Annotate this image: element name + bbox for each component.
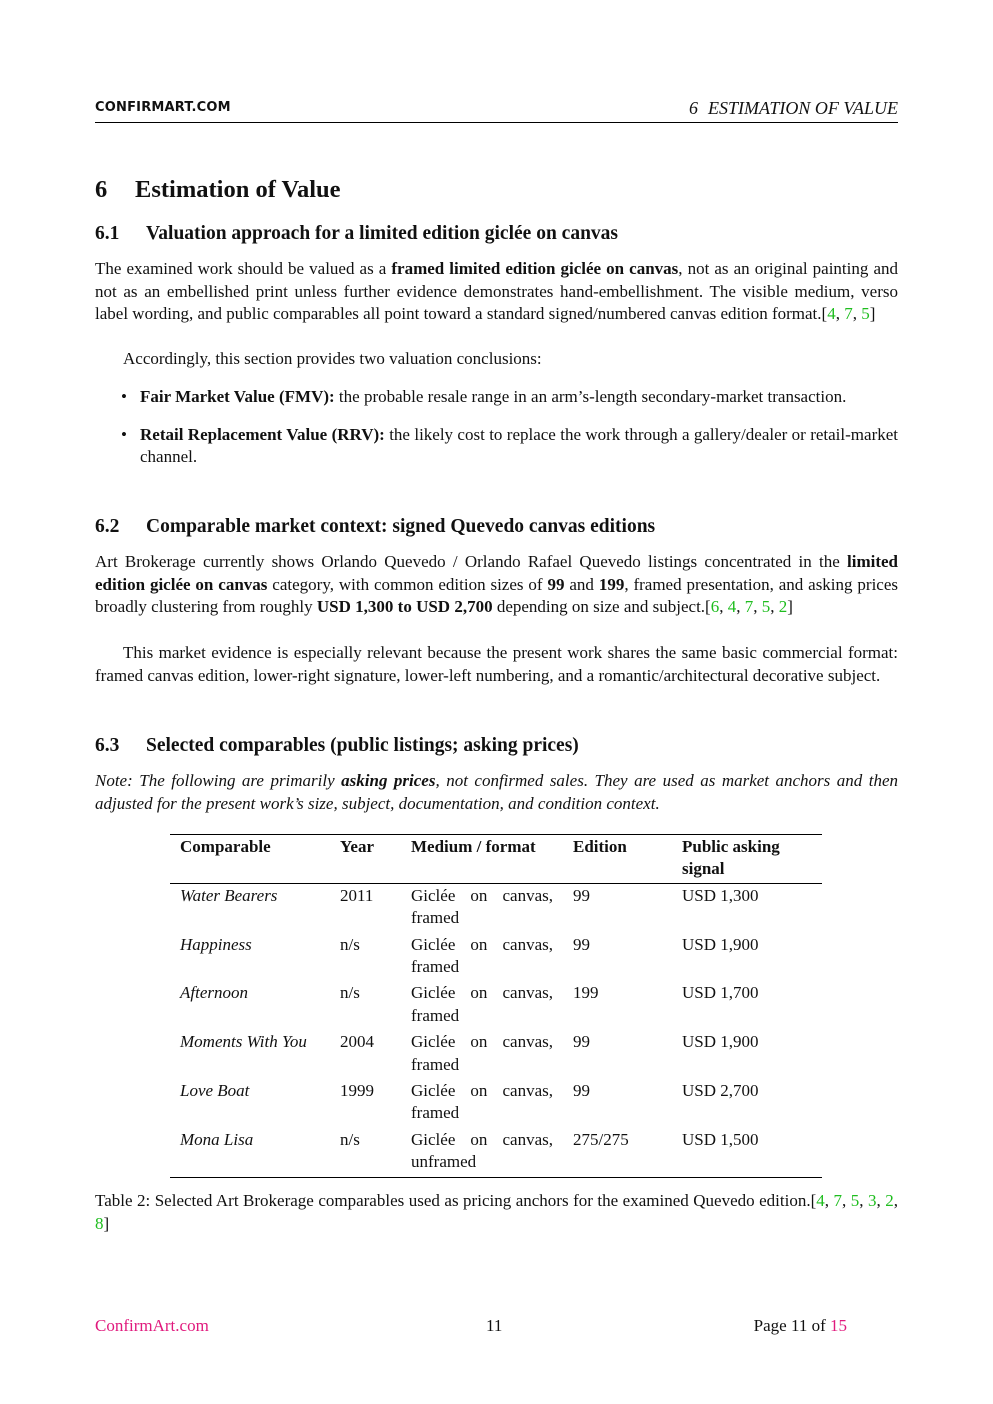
cell-year: n/s	[340, 934, 360, 954]
subsection-title: Valuation approach for a limited edition giclée on canvas	[146, 223, 618, 244]
column-header-year: Year	[340, 837, 374, 856]
text-run: and	[564, 574, 599, 594]
subsection-title: Comparable market context: signed Quevedo canvas editions	[146, 516, 656, 537]
confirmart-logo: CONFIRMART.COM	[95, 100, 231, 115]
cell-edition: 199	[573, 983, 599, 1003]
subsection-heading-6-1	[95, 223, 618, 245]
bold-run: asking prices	[341, 771, 436, 790]
bullet-dot-icon: •	[121, 387, 127, 406]
cell-edition: 99	[573, 1032, 590, 1052]
cell-title: Moments With You	[180, 1032, 307, 1052]
citation-link[interactable]: 5	[850, 1191, 860, 1210]
cell-title: Happiness	[180, 934, 252, 954]
cell-year: n/s	[340, 1129, 360, 1149]
table-row	[170, 933, 822, 982]
cell-price: USD 1,700	[682, 983, 759, 1003]
paragraph-6-2-b: This market evidence is especially relevant because the present work shares the same basic commercial format: framed canvas edition, lower-right signature, lower-left numbering, and a romantic/architectural decorative subject.	[95, 643, 898, 685]
text-run: Note: The following are primarily	[95, 771, 342, 790]
cell-medium: Giclée on canvas, framed	[411, 1081, 553, 1123]
cell-year: n/s	[340, 983, 360, 1003]
citation-link[interactable]: 7	[833, 1191, 843, 1210]
subsection-title: Selected comparables (public listings; asking prices)	[146, 735, 579, 756]
table-row	[170, 1128, 822, 1177]
cell-medium: Giclée on canvas, framed	[411, 1032, 553, 1074]
page-total-link[interactable]: 15	[830, 1316, 847, 1335]
subsection-number: 6.3	[95, 735, 120, 756]
running-header	[95, 98, 898, 123]
running-section-title	[689, 98, 898, 119]
cell-price: USD 1,300	[682, 885, 759, 905]
cell-title: Love Boat	[180, 1081, 250, 1101]
bold-run: framed limited edition giclée on canvas	[391, 259, 679, 278]
text-run: , not confirmed sales. They are used as market anchors and then adjusted for the present work’s size, subject, documentation, and condition context.	[95, 771, 898, 813]
cell-edition: 99	[573, 934, 590, 954]
paragraph-6-1-b: Accordingly, this section provides two valuation conclusions:	[123, 349, 542, 368]
citation-link[interactable]: 4	[827, 304, 836, 324]
bullet-text: the likely cost to replace the work through a gallery/dealer or retail-market channel.	[140, 424, 898, 467]
cell-medium: Giclée on canvas, framed	[411, 885, 553, 928]
bullet-dot-icon: •	[121, 424, 127, 444]
bullet-term: Fair Market Value (FMV):	[140, 387, 335, 406]
table-header-row	[170, 835, 822, 884]
paragraph-6-2-a: Art Brokerage currently shows Orlando Quevedo / Orlando Rafael Quevedo listings concentrated in the limited edition giclée on canvas category, with common edition sizes of 99 and 199, framed presentation, and asking prices broadly clustering from roughly USD 1,300 to USD 2,700 depending on size and subject.[6, 4, 7, 5, 2]	[95, 552, 899, 617]
comparables-table	[170, 834, 822, 1178]
cell-medium: Giclée on canvas, unframed	[411, 1129, 553, 1172]
text-run: Art Brokerage currently shows Orlando Quevedo / Orlando Rafael Quevedo listings concentrated in the	[95, 552, 847, 571]
section-title: Estimation of Value	[135, 176, 341, 203]
cell-year: 2011	[340, 885, 374, 905]
subsection-number: 6.1	[95, 223, 120, 244]
column-header-edition: Edition	[573, 837, 627, 856]
text-run: depending on size and subject.	[492, 597, 706, 617]
text-run: , framed presentation, and asking prices broadly clustering from roughly	[95, 574, 899, 617]
running-section-name: ESTIMATION OF VALUE	[708, 98, 898, 118]
bullet-fmv	[95, 386, 898, 409]
subsection-heading-6-3	[95, 735, 579, 757]
cell-year: 1999	[340, 1081, 374, 1101]
running-section-number: 6	[689, 98, 699, 118]
citation-link[interactable]: 3	[868, 1191, 877, 1210]
bullet-text: the probable resale range in an arm’s-length secondary-market transaction.	[334, 387, 847, 406]
cell-medium: Giclée on canvas, framed	[411, 934, 553, 977]
citation-link[interactable]: 5	[861, 304, 870, 324]
footer-site-link[interactable]: ConfirmArt.com	[95, 1316, 209, 1335]
section-number: 6	[95, 176, 108, 203]
cell-title: Afternoon	[180, 983, 248, 1003]
cell-medium: Giclée on canvas, framed	[411, 983, 553, 1025]
table-caption: Table 2: Selected Art Brokerage comparables used as pricing anchors for the examined Quevedo edition.[4, 7, 5, 3, 2, 8]	[95, 1191, 899, 1233]
cell-price: USD 1,900	[682, 1032, 759, 1052]
cell-edition: 275/275	[573, 1129, 629, 1149]
bold-run: 199	[598, 574, 625, 594]
cell-edition: 99	[573, 1081, 590, 1101]
text-run: , not as an original painting and not as an embellished print unless further evidence demonstrates hand-embellishment. The visible medium, verso label wording, and public comparables all point toward a standard signed/numbered canvas edition format.	[95, 259, 898, 324]
column-header-comparable: Comparable	[180, 837, 271, 856]
column-header-asking: Public asking signal	[682, 837, 780, 879]
citation-link[interactable]: 6	[710, 597, 720, 617]
table-row	[170, 1030, 822, 1079]
cell-edition: 99	[573, 885, 590, 905]
citation-link[interactable]: 4	[816, 1191, 825, 1210]
document-page	[95, 0, 898, 1404]
table-row	[170, 1079, 822, 1128]
citation-link[interactable]: 2	[778, 597, 788, 617]
citation-link[interactable]: 5	[761, 597, 771, 617]
citation-link[interactable]: 2	[885, 1191, 894, 1210]
cell-year: 2004	[340, 1032, 374, 1052]
subsection-number: 6.2	[95, 516, 120, 537]
valuation-bullet-list	[95, 386, 898, 484]
bold-run: limited edition giclée on canvas	[95, 552, 898, 594]
table-row	[170, 981, 822, 1030]
column-header-medium: Medium / format	[411, 837, 536, 856]
citation-link[interactable]: 4	[727, 597, 737, 617]
bullet-term: Retail Replacement Value (RRV):	[140, 424, 385, 444]
cell-price: USD 1,900	[682, 934, 759, 954]
caption-text: Table 2: Selected Art Brokerage comparables used as pricing anchors for the examined Quevedo edition.	[95, 1191, 811, 1210]
subsection-heading-6-2	[95, 516, 655, 538]
cell-price: USD 2,700	[682, 1081, 759, 1101]
citation-link[interactable]: 7	[744, 597, 754, 617]
section-heading	[95, 176, 341, 204]
comparables-note	[95, 770, 898, 815]
cell-price: USD 1,500	[682, 1129, 759, 1149]
paragraph-6-1-a: The examined work should be valued as a framed limited edition giclée on canvas, not as an original painting and not as an embellished print unless further evidence demonstrates hand-embellishment. The visible medium, verso label wording, and public comparables all point toward a standard signed/numbered canvas edition format.[4, 7, 5]	[95, 259, 898, 324]
bold-run: 99	[547, 574, 565, 594]
footer-page-number: 11	[486, 1316, 503, 1335]
bullet-rrv	[95, 424, 898, 469]
citation-link[interactable]: 7	[844, 304, 853, 324]
table-row	[170, 883, 822, 932]
citation-link[interactable]: 8	[95, 1213, 104, 1233]
footer-page-count	[754, 1316, 847, 1336]
cell-title: Water Bearers	[180, 885, 278, 905]
bold-run: USD 1,300 to USD 2,700	[316, 597, 493, 617]
cell-title: Mona Lisa	[180, 1129, 254, 1149]
text-run: category, with common edition sizes of	[267, 574, 548, 594]
text-run: The examined work should be valued as a	[95, 259, 392, 278]
page-label: Page 11 of	[753, 1316, 830, 1335]
